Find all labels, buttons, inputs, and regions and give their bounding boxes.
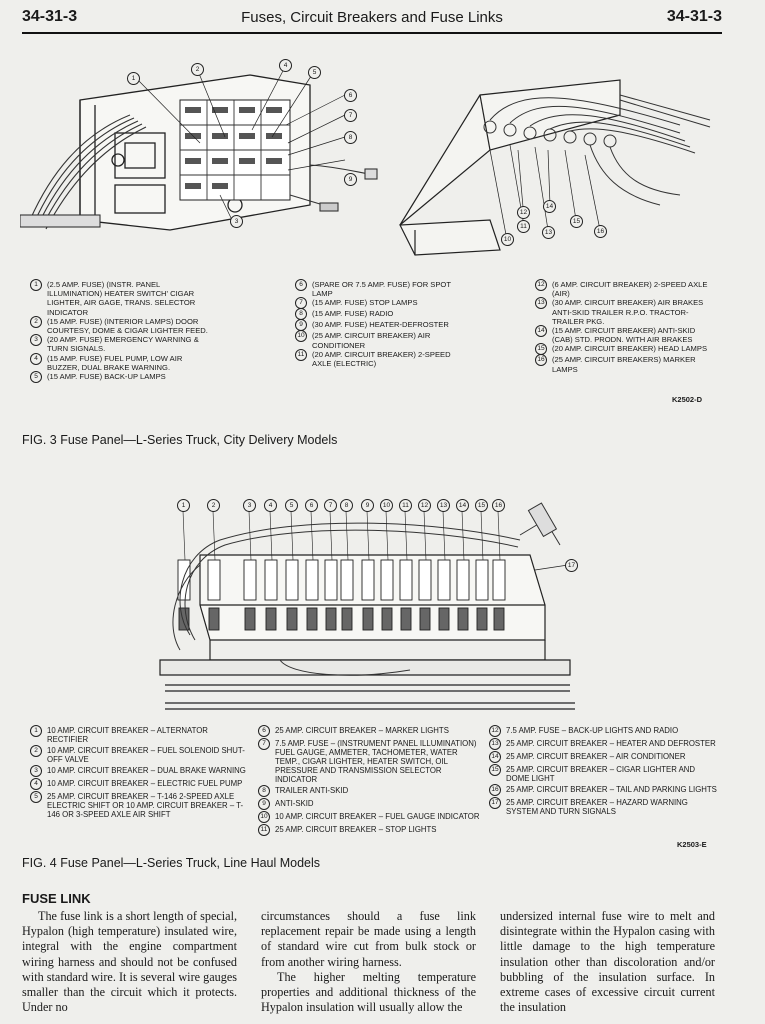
legend-text: (25 AMP. CIRCUIT BREAKERS) MARKER LAMPS bbox=[552, 355, 696, 374]
leader-line bbox=[367, 511, 369, 560]
fig3-illustration bbox=[20, 55, 720, 265]
legend-text: (15 AMP. FUSE) FUEL PUMP, LOW AIR BUZZER, DUAL BRAKE WARNING. bbox=[47, 353, 183, 372]
fuse bbox=[419, 560, 431, 600]
legend-text: 7.5 AMP. FUSE – BACK-UP LIGHTS AND RADIO bbox=[506, 726, 679, 735]
legend-number: 4 bbox=[30, 778, 42, 790]
legend-number: 2 bbox=[30, 745, 42, 757]
legend-item bbox=[489, 798, 717, 816]
legend-item bbox=[30, 354, 215, 372]
legend-item bbox=[30, 779, 250, 790]
legend-number: 3 bbox=[30, 334, 42, 346]
legend-item bbox=[295, 331, 465, 349]
fuse-terminal bbox=[458, 608, 468, 630]
fuse-terminal bbox=[477, 608, 487, 630]
fig4-legend-col1 bbox=[30, 726, 250, 821]
legend-number: 13 bbox=[489, 738, 501, 750]
fuse-terminal bbox=[287, 608, 297, 630]
legend-number: 15 bbox=[489, 764, 501, 776]
callout-8: 8 bbox=[344, 131, 357, 144]
callout-10: 10 bbox=[501, 233, 514, 246]
fuse bbox=[438, 560, 450, 600]
legend-number: 6 bbox=[258, 725, 270, 737]
callout-5: 5 bbox=[308, 66, 321, 79]
paragraph: circumstances should a fuse link replacement repair be made using a length of standard wire cut from bulk stock or from another wiring harness. bbox=[261, 909, 476, 969]
legend-number: 6 bbox=[295, 279, 307, 291]
legend-text: (30 AMP. FUSE) HEATER-DEFROSTER bbox=[312, 320, 449, 330]
callout-14: 14 bbox=[456, 499, 469, 512]
fuse bbox=[265, 560, 277, 600]
leader-line bbox=[424, 511, 426, 560]
paragraph: The fuse link is a short length of special, Hypalon (high temperature) insulated wire, integral with the engine compartment wiring harness and should not be confused with standard wire. It is several wire gauges smaller than the circuit which it protects. Under no bbox=[22, 909, 237, 1015]
legend-text: (20 AMP. FUSE) EMERGENCY WARNING & TURN SIGNALS. bbox=[47, 335, 199, 354]
callout-11: 11 bbox=[517, 220, 530, 233]
legend-number: 15 bbox=[535, 343, 547, 355]
callout-6: 6 bbox=[344, 89, 357, 102]
fuse bbox=[341, 560, 353, 600]
legend-text: (15 AMP. FUSE) RADIO bbox=[312, 309, 394, 319]
body-column-2 bbox=[261, 909, 476, 1015]
callout-7: 7 bbox=[324, 499, 337, 512]
legend-item bbox=[295, 280, 465, 298]
fuse-terminal bbox=[209, 608, 219, 630]
legend-text: 10 AMP. CIRCUIT BREAKER – FUEL SOLENOID SHUT-OFF VALVE bbox=[47, 746, 245, 764]
legend-item bbox=[30, 317, 215, 335]
legend-number: 5 bbox=[30, 371, 42, 383]
legend-number: 11 bbox=[258, 824, 270, 836]
callout-12: 12 bbox=[418, 499, 431, 512]
legend-text: 25 AMP. CIRCUIT BREAKER – MARKER LIGHTS bbox=[275, 726, 449, 735]
callout-2: 2 bbox=[207, 499, 220, 512]
legend-item bbox=[30, 726, 250, 744]
legend-item bbox=[258, 739, 483, 784]
legend-item bbox=[535, 355, 710, 373]
callout-16: 16 bbox=[492, 499, 505, 512]
legend-item bbox=[535, 344, 710, 355]
legend-item bbox=[258, 799, 483, 810]
legend-item bbox=[30, 746, 250, 764]
fig3-legend-col2 bbox=[295, 280, 465, 368]
fuse bbox=[306, 560, 318, 600]
leader-line bbox=[311, 511, 313, 560]
callout-1: 1 bbox=[127, 72, 140, 85]
legend-text: 25 AMP. CIRCUIT BREAKER – HEATER AND DEFROSTER bbox=[506, 739, 716, 748]
callout-3: 3 bbox=[230, 215, 243, 228]
callout-11: 11 bbox=[399, 499, 412, 512]
leader-line bbox=[183, 511, 185, 560]
fuse bbox=[208, 560, 220, 600]
callout-8: 8 bbox=[340, 499, 353, 512]
legend-text: 7.5 AMP. FUSE – (INSTRUMENT PANEL ILLUMINATION) FUEL GAUGE, AMMETER, TACHOMETER, WATER TEMP., CIGAR LIGHTER, HEATER SWITCH, OIL PRESSURE AND TRANSMISSION SELECTOR INDICATOR bbox=[275, 739, 477, 784]
legend-number: 17 bbox=[489, 797, 501, 809]
legend-number: 2 bbox=[30, 316, 42, 328]
legend-item bbox=[295, 298, 465, 309]
legend-number: 1 bbox=[30, 279, 42, 291]
page-title: Fuses, Circuit Breakers and Fuse Links bbox=[241, 9, 503, 26]
fuse-panel-drawing bbox=[20, 55, 720, 265]
legend-item bbox=[535, 326, 710, 344]
legend-number: 7 bbox=[258, 738, 270, 750]
legend-text: 10 AMP. CIRCUIT BREAKER – DUAL BRAKE WARNING bbox=[47, 766, 246, 775]
legend-text: (30 AMP. CIRCUIT BREAKER) AIR BRAKES ANTI-SKID TRAILER R.P.O. TRACTOR-TRAILER PKG. bbox=[552, 298, 704, 326]
fuse-terminal bbox=[363, 608, 373, 630]
leader-line bbox=[443, 511, 445, 560]
legend-number: 13 bbox=[535, 297, 547, 309]
leader-line bbox=[249, 511, 251, 560]
legend-text: 25 AMP. CIRCUIT BREAKER – TAIL AND PARKING LIGHTS bbox=[506, 785, 717, 794]
fig3-legend-col3 bbox=[535, 280, 710, 374]
callout-9: 9 bbox=[361, 499, 374, 512]
callout-17: 17 bbox=[565, 559, 578, 572]
callout-10: 10 bbox=[380, 499, 393, 512]
callout-13: 13 bbox=[542, 226, 555, 239]
legend-item bbox=[30, 335, 215, 353]
legend-text: (20 AMP. CIRCUIT BREAKER) HEAD LAMPS bbox=[552, 344, 708, 354]
fig4-code: K2503-E bbox=[677, 840, 707, 849]
leader-line bbox=[462, 511, 464, 560]
legend-text: 10 AMP. CIRCUIT BREAKER – ALTERNATOR RECTIFIER bbox=[47, 726, 208, 744]
fuse-terminal bbox=[439, 608, 449, 630]
legend-number: 10 bbox=[295, 330, 307, 342]
legend-text: 25 AMP. CIRCUIT BREAKER – HAZARD WARNING SYSTEM AND TURN SIGNALS bbox=[506, 798, 688, 816]
legend-number: 9 bbox=[295, 319, 307, 331]
fuse-terminal bbox=[401, 608, 411, 630]
legend-number: 16 bbox=[535, 354, 547, 366]
fuse bbox=[400, 560, 412, 600]
callout-4: 4 bbox=[279, 59, 292, 72]
legend-number: 9 bbox=[258, 798, 270, 810]
legend-item bbox=[30, 766, 250, 777]
legend-text: (SPARE OR 7.5 AMP. FUSE) FOR SPOT LAMP bbox=[312, 280, 451, 299]
legend-item bbox=[258, 825, 483, 836]
page-number-right: 34-31-3 bbox=[666, 8, 722, 25]
line-haul-panel-drawing bbox=[150, 495, 590, 720]
fig3-code: K2502-D bbox=[672, 395, 703, 404]
legend-item bbox=[535, 280, 710, 298]
callout-3: 3 bbox=[243, 499, 256, 512]
legend-number: 14 bbox=[535, 325, 547, 337]
legend-text: 25 AMP. CIRCUIT BREAKER – AIR CONDITIONER bbox=[506, 752, 686, 761]
legend-item bbox=[295, 309, 465, 320]
legend-text: (15 AMP. FUSE) BACK-UP LAMPS bbox=[47, 372, 166, 382]
fig4-caption: FIG. 4 Fuse Panel—L-Series Truck, Line Haul Models bbox=[22, 856, 321, 870]
legend-number: 8 bbox=[295, 308, 307, 320]
fuse bbox=[325, 560, 337, 600]
leader-line bbox=[291, 511, 293, 560]
legend-item bbox=[30, 792, 250, 819]
fuse bbox=[476, 560, 488, 600]
legend-text: (25 AMP. CIRCUIT BREAKER) AIR CONDITIONER bbox=[312, 331, 431, 350]
legend-item bbox=[295, 320, 465, 331]
fuse-terminal bbox=[266, 608, 276, 630]
fuse bbox=[493, 560, 505, 600]
legend-text: (20 AMP. CIRCUIT BREAKER) 2-SPEED AXLE (ELECTRIC) bbox=[312, 349, 451, 369]
callout-13: 13 bbox=[437, 499, 450, 512]
callout-6: 6 bbox=[305, 499, 318, 512]
legend-number: 7 bbox=[295, 297, 307, 309]
leader-line bbox=[405, 511, 407, 560]
callout-1: 1 bbox=[177, 499, 190, 512]
legend-text: (6 AMP. CIRCUIT BREAKER) 2-SPEED AXLE (AIR) bbox=[552, 280, 708, 299]
callout-2: 2 bbox=[191, 63, 204, 76]
fuse bbox=[362, 560, 374, 600]
fuse-terminal bbox=[382, 608, 392, 630]
callout-16: 16 bbox=[594, 225, 607, 238]
page-number-left: 34-31-3 bbox=[22, 8, 78, 25]
legend-number: 8 bbox=[258, 785, 270, 797]
legend-item bbox=[295, 350, 465, 368]
fuse-terminal bbox=[342, 608, 352, 630]
legend-number: 1 bbox=[30, 725, 42, 737]
fig3-caption: FIG. 3 Fuse Panel—L-Series Truck, City Delivery Models bbox=[22, 433, 338, 447]
legend-number: 3 bbox=[30, 765, 42, 777]
legend-item bbox=[30, 372, 215, 383]
legend-item bbox=[258, 726, 483, 737]
paragraph: undersized internal fuse wire to melt and disintegrate within the Hypalon casing with little damage to the high temperature insulation other than discoloration and/or bubbling of the insulation surface. In extreme cases of excessive circuit current the insulation bbox=[500, 909, 715, 1015]
legend-item bbox=[489, 752, 717, 763]
page-header bbox=[22, 8, 722, 34]
leader-line bbox=[386, 511, 388, 560]
fuse-terminal bbox=[326, 608, 336, 630]
paragraph: The higher melting temperature properties and additional thickness of the Hypalon insulation will usually allow the bbox=[261, 969, 476, 1015]
fuse-terminal bbox=[245, 608, 255, 630]
section-title: FUSE LINK bbox=[22, 891, 91, 906]
fuse bbox=[244, 560, 256, 600]
fuse bbox=[381, 560, 393, 600]
leader-line bbox=[481, 511, 483, 560]
legend-number: 16 bbox=[489, 784, 501, 796]
legend-text: 25 AMP. CIRCUIT BREAKER – STOP LIGHTS bbox=[275, 825, 437, 834]
legend-text: 25 AMP. CIRCUIT BREAKER – T-146 2-SPEED AXLE ELECTRIC SHIFT OR 10 AMP. CIRCUIT BREAKER – T-146 OR 3-SPEED AXLE AIR SHIFT bbox=[47, 792, 244, 819]
callout-9: 9 bbox=[344, 173, 357, 186]
fig4-illustration bbox=[150, 495, 590, 720]
legend-text: (15 AMP. CIRCUIT BREAKER) ANTI-SKID (CAB) STD. PRODN. WITH AIR BRAKES bbox=[552, 326, 696, 345]
legend-item bbox=[30, 280, 215, 317]
callout-15: 15 bbox=[475, 499, 488, 512]
legend-text: 10 AMP. CIRCUIT BREAKER – ELECTRIC FUEL PUMP bbox=[47, 779, 243, 788]
legend-text: (15 AMP. FUSE) (INTERIOR LAMPS) DOOR COURTESY, DOME & CIGAR LIGHTER FEED. bbox=[47, 316, 208, 336]
callout-4: 4 bbox=[264, 499, 277, 512]
fuse bbox=[286, 560, 298, 600]
callout-14: 14 bbox=[543, 200, 556, 213]
body-column-1 bbox=[22, 909, 237, 1015]
legend-text: (2.5 AMP. FUSE) (INSTR. PANEL ILLUMINATION) HEATER SWITCH' CIGAR LIGHTER, AIR GAGE, TRANS. SELECTOR INDICATOR bbox=[47, 280, 196, 317]
legend-number: 12 bbox=[535, 279, 547, 291]
callout-5: 5 bbox=[285, 499, 298, 512]
legend-item bbox=[258, 812, 483, 823]
legend-item bbox=[489, 785, 717, 796]
fig4-legend-col3 bbox=[489, 726, 717, 818]
legend-number: 11 bbox=[295, 349, 307, 361]
callout-7: 7 bbox=[344, 109, 357, 122]
legend-text: 10 AMP. CIRCUIT BREAKER – FUEL GAUGE INDICATOR bbox=[275, 812, 480, 821]
leader-line bbox=[346, 511, 348, 560]
legend-item bbox=[258, 786, 483, 797]
callout-15: 15 bbox=[570, 215, 583, 228]
legend-text: 25 AMP. CIRCUIT BREAKER – CIGAR LIGHTER AND DOME LIGHT bbox=[506, 765, 696, 783]
legend-text: (15 AMP. FUSE) STOP LAMPS bbox=[312, 298, 418, 308]
fuse-terminal bbox=[494, 608, 504, 630]
legend-item bbox=[489, 765, 717, 783]
legend-item bbox=[535, 298, 710, 326]
legend-number: 14 bbox=[489, 751, 501, 763]
fuse bbox=[457, 560, 469, 600]
leader-line bbox=[213, 511, 215, 560]
callout-12: 12 bbox=[517, 206, 530, 219]
fuse-terminal bbox=[420, 608, 430, 630]
body-column-3 bbox=[500, 909, 715, 1015]
legend-number: 10 bbox=[258, 811, 270, 823]
fig3-legend-col1 bbox=[30, 280, 215, 383]
legend-number: 5 bbox=[30, 791, 42, 803]
legend-item bbox=[489, 726, 717, 737]
body-columns bbox=[22, 909, 715, 1015]
legend-text: ANTI-SKID bbox=[275, 799, 314, 808]
legend-item bbox=[489, 739, 717, 750]
legend-text: TRAILER ANTI-SKID bbox=[275, 786, 349, 795]
fig4-legend-col2 bbox=[258, 726, 483, 838]
legend-number: 4 bbox=[30, 353, 42, 365]
leader-line bbox=[330, 511, 332, 560]
legend-number: 12 bbox=[489, 725, 501, 737]
fuse-terminal bbox=[307, 608, 317, 630]
